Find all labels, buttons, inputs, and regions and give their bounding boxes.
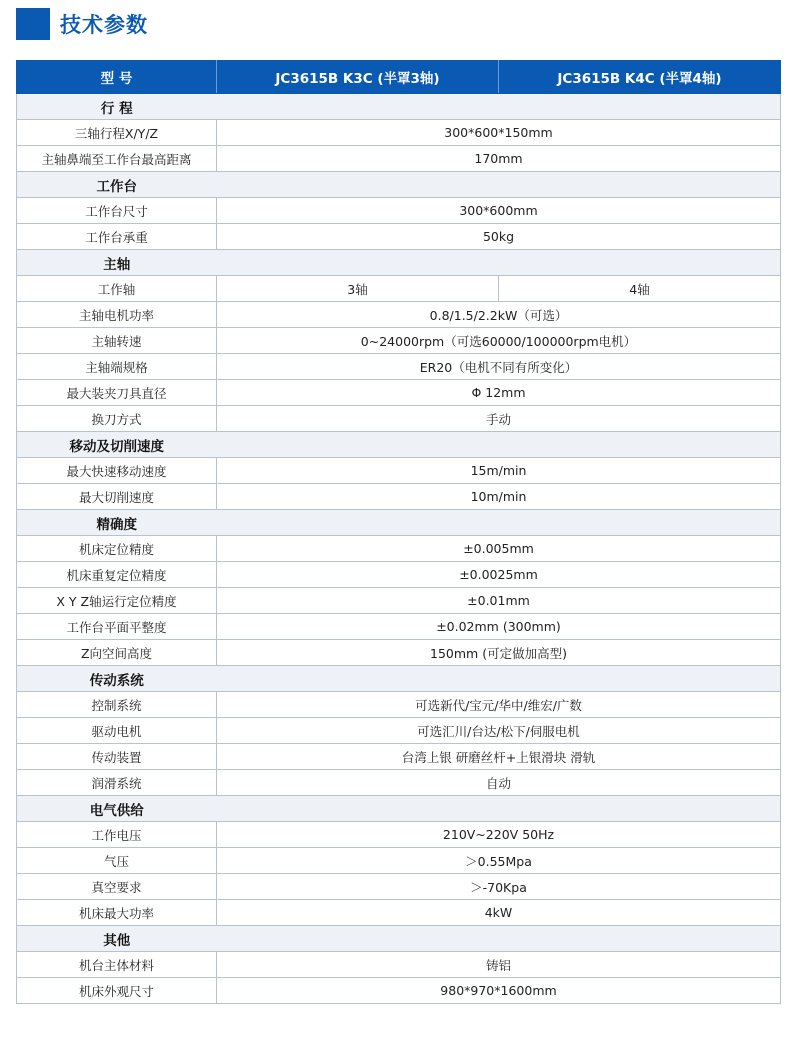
table-row — [17, 406, 781, 432]
spec-value: 铸铝 — [217, 952, 781, 978]
spec-label: 工作台承重 — [17, 224, 217, 250]
table-row — [17, 640, 781, 666]
section-row — [17, 926, 781, 952]
table-row — [17, 692, 781, 718]
section-fill — [217, 926, 781, 952]
table-row — [17, 900, 781, 926]
table-row — [17, 874, 781, 900]
spec-label: 三轴行程X/Y/Z — [17, 120, 217, 146]
section-row — [17, 172, 781, 198]
section-fill — [217, 94, 781, 120]
table-row — [17, 952, 781, 978]
table-row — [17, 328, 781, 354]
spec-value: ＞-70Kpa — [217, 874, 781, 900]
spec-value-k4c: 4轴 — [499, 276, 781, 302]
spec-value: 可选新代/宝元/华中/维宏/广数 — [217, 692, 781, 718]
spec-value: 980*970*1600mm — [217, 978, 781, 1004]
section-fill — [217, 510, 781, 536]
spec-value: 0~24000rpm（可选60000/100000rpm电机） — [217, 328, 781, 354]
spec-value: 4kW — [217, 900, 781, 926]
spec-label: 最大装夹刀具直径 — [17, 380, 217, 406]
table-row — [17, 822, 781, 848]
spec-value: 10m/min — [217, 484, 781, 510]
section-fill — [217, 796, 781, 822]
table-row — [17, 120, 781, 146]
spec-label: 主轴电机功率 — [17, 302, 217, 328]
spec-label: X Y Z轴运行定位精度 — [17, 588, 217, 614]
spec-value: 可选汇川/台达/松下/伺服电机 — [217, 718, 781, 744]
spec-label: 主轴转速 — [17, 328, 217, 354]
spec-label: 机床定位精度 — [17, 536, 217, 562]
spec-label: 机床重复定位精度 — [17, 562, 217, 588]
section-row — [17, 510, 781, 536]
section-row — [17, 666, 781, 692]
section-title: 其他 — [17, 926, 217, 952]
spec-label: 工作轴 — [17, 276, 217, 302]
spec-label: 控制系统 — [17, 692, 217, 718]
spec-label: 主轴鼻端至工作台最高距离 — [17, 146, 217, 172]
spec-value: Φ 12mm — [217, 380, 781, 406]
header-model-k4c: JC3615B K4C (半罩4轴) — [499, 61, 781, 94]
spec-value: 自动 — [217, 770, 781, 796]
spec-value: 15m/min — [217, 458, 781, 484]
spec-value: 210V~220V 50Hz — [217, 822, 781, 848]
section-title: 移动及切削速度 — [17, 432, 217, 458]
spec-label: 主轴端规格 — [17, 354, 217, 380]
table-row — [17, 562, 781, 588]
table-row — [17, 458, 781, 484]
table-row — [17, 198, 781, 224]
table-row — [17, 536, 781, 562]
section-fill — [217, 432, 781, 458]
spec-value: 50kg — [217, 224, 781, 250]
spec-label: Z向空间高度 — [17, 640, 217, 666]
section-title: 行 程 — [17, 94, 217, 120]
table-row — [17, 848, 781, 874]
section-title: 精确度 — [17, 510, 217, 536]
spec-value: 170mm — [217, 146, 781, 172]
spec-label: 工作台平面平整度 — [17, 614, 217, 640]
spec-label: 换刀方式 — [17, 406, 217, 432]
section-title: 工作台 — [17, 172, 217, 198]
header-model-label: 型 号 — [17, 61, 217, 94]
spec-label: 机台主体材料 — [17, 952, 217, 978]
spec-value: ±0.02mm (300mm) — [217, 614, 781, 640]
section-fill — [217, 250, 781, 276]
spec-value: ER20（电机不同有所变化） — [217, 354, 781, 380]
spec-label: 传动装置 — [17, 744, 217, 770]
table-row — [17, 224, 781, 250]
table-row — [17, 588, 781, 614]
spec-value: ±0.005mm — [217, 536, 781, 562]
spec-label: 真空要求 — [17, 874, 217, 900]
table-row — [17, 276, 781, 302]
section-title: 电气供给 — [17, 796, 217, 822]
spec-label: 气压 — [17, 848, 217, 874]
table-row — [17, 770, 781, 796]
spec-value-k3c: 3轴 — [217, 276, 499, 302]
spec-label: 机床外观尺寸 — [17, 978, 217, 1004]
table-row — [17, 978, 781, 1004]
section-row — [17, 94, 781, 120]
table-row — [17, 718, 781, 744]
table-row — [17, 744, 781, 770]
spec-table — [16, 60, 781, 1004]
spec-value: 0.8/1.5/2.2kW（可选） — [217, 302, 781, 328]
section-fill — [217, 666, 781, 692]
spec-value: 手动 — [217, 406, 781, 432]
page-title: 技术参数 — [60, 13, 148, 37]
spec-value: 300*600mm — [217, 198, 781, 224]
section-fill — [217, 172, 781, 198]
spec-label: 机床最大功率 — [17, 900, 217, 926]
spec-label: 工作电压 — [17, 822, 217, 848]
spec-value: ±0.01mm — [217, 588, 781, 614]
spec-label: 最大切削速度 — [17, 484, 217, 510]
table-row — [17, 146, 781, 172]
header-model-k3c: JC3615B K3C (半罩3轴) — [217, 61, 499, 94]
table-header-row — [17, 61, 781, 94]
section-row — [17, 432, 781, 458]
spec-value: 150mm (可定做加高型) — [217, 640, 781, 666]
table-row — [17, 380, 781, 406]
spec-value: ±0.0025mm — [217, 562, 781, 588]
spec-label: 最大快速移动速度 — [17, 458, 217, 484]
section-title: 传动系统 — [17, 666, 217, 692]
table-row — [17, 614, 781, 640]
spec-value: 台湾上银 研磨丝杆+上银滑块 滑轨 — [217, 744, 781, 770]
table-row — [17, 354, 781, 380]
table-row — [17, 484, 781, 510]
table-row — [17, 302, 781, 328]
spec-label: 驱动电机 — [17, 718, 217, 744]
section-row — [17, 250, 781, 276]
page-title-bar — [16, 8, 148, 40]
spec-label: 润滑系统 — [17, 770, 217, 796]
spec-table-body — [17, 94, 781, 1004]
spec-value: 300*600*150mm — [217, 120, 781, 146]
title-accent-block — [16, 8, 50, 40]
section-row — [17, 796, 781, 822]
spec-label: 工作台尺寸 — [17, 198, 217, 224]
spec-value: ＞0.55Mpa — [217, 848, 781, 874]
section-title: 主轴 — [17, 250, 217, 276]
